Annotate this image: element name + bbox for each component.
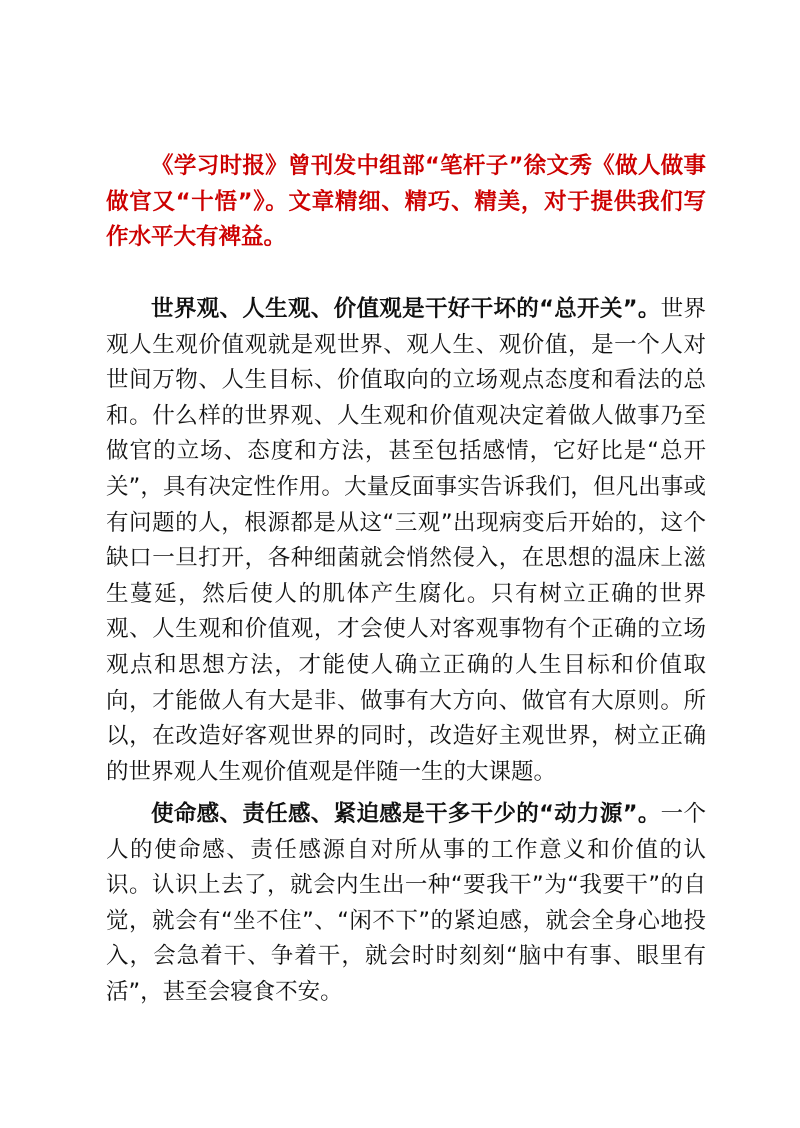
section-paragraph-worldview bbox=[106, 292, 706, 790]
section-paragraph-mission bbox=[106, 797, 706, 1011]
section-body-mission: 一个人的使命感、责任感源自对所从事的工作意义和价值的认识。认识上去了，就会内生出一种“要我干”为“我要干”的自觉，就会有“坐不住”、“闲不下”的紧迫感，就会全身心地投入，会急着干、争着干，就会时时刻刻“脑中有事、眼里有活”，甚至会寝食不安。 bbox=[106, 801, 706, 1005]
intro-paragraph: 《学习时报》曾刊发中组部“笔杆子”徐文秀《做人做事做官又“十悟”》。文章精细、精巧、精美，对于提供我们写作水平大有裨益。 bbox=[106, 153, 706, 251]
section-heading-mission: 使命感、责任感、紧迫感是干多干少的“动力源”。 bbox=[151, 801, 661, 827]
section-body-worldview: 世界观人生观价值观就是观世界、观人生、观价值，是一个人对世间万物、人生目标、价值取向的立场观点态度和看法的总和。什么样的世界观、人生观和价值观决定着做人做事乃至做官的立场、态度和方法，甚至包括感情，它好比是“总开关”，具有决定性作用。大量反面事实告诉我们，但凡出事或有问题的人，根源都是从这“三观”出现病变后开始的，这个缺口一旦打开，各种细菌就会悄然侵入，在思想的温床上滋生蔓延，然后使人的肌体产生腐化。只有树立正确的世界观、人生观和价值观，才会使人对客观事物有个正确的立场观点和思想方法，才能使人确立正确的人生目标和价值取向，才能做人有大是非、做事有大方向、做官有大原则。所以，在改造好客观世界的同时，改造好主观世界，树立正确的世界观人生观价值观是伴随一生的大课题。 bbox=[106, 296, 706, 785]
section-heading-worldview: 世界观、人生观、价值观是干好干坏的“总开关”。 bbox=[151, 296, 661, 322]
